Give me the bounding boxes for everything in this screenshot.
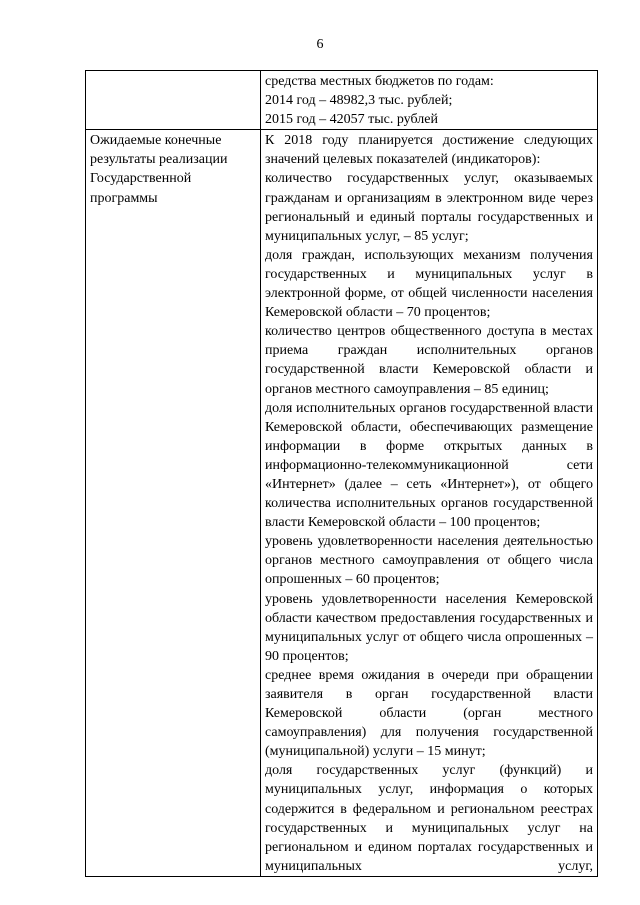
paragraph: количество центров общественного доступа в местах приема граждан исполнительных органов государственной власти Кемеровской области и органов местного самоуправления – 85 единиц; <box>265 324 593 397</box>
paragraph: доля граждан, использующих механизм получения государственных и муниципальных услуг в электронной форме, от общей численности населения Кемеровской области – 70 процентов; <box>265 247 593 321</box>
paragraph: доля исполнительных органов государственной власти Кемеровской области, обеспечивающих размещение информации в форме открытых данных в информационно-телекоммуникационной сети «Интернет» (далее – сеть «Интернет»), от общего количества исполнительных органов государственной власти Кемеровской области – 100 процентов; <box>265 400 593 531</box>
program-passport-table <box>85 70 598 877</box>
paragraph: К 2018 году планируется достижение следующих значений целевых показателей (индикаторов): <box>265 133 593 168</box>
page-number: 6 <box>316 37 324 52</box>
table-row <box>86 130 598 877</box>
table-cell-value <box>261 71 598 130</box>
text-line: средства местных бюджетов по годам: <box>265 74 494 89</box>
paragraph: уровень удовлетворенности населения деятельностью органов местного самоуправления от общего числа опрошенных – 60 процентов; <box>265 534 593 588</box>
table-cell-label <box>86 71 261 130</box>
table-cell-value <box>261 130 598 877</box>
table-cell-label: Ожидаемые конечные результаты реализации Государственной программы <box>86 130 261 877</box>
paragraph: количество государственных услуг, оказываемых гражданам и организациям в электронном виде через региональный и единый порталы государственных и муниципальных услуг, – 85 услуг; <box>265 171 593 244</box>
text-line: 2014 год – 48982,3 тыс. рублей; <box>265 93 453 109</box>
paragraph: среднее время ожидания в очереди при обращении заявителя в орган государственной власти Кемеровской области (орган местного самоуправления) для получения государственной (муниципальной) услуги – 15 минут; <box>265 667 593 760</box>
table-row <box>86 71 598 130</box>
text-line: 2015 год – 42057 тыс. рублей <box>265 112 438 128</box>
paragraph: уровень удовлетворенности населения Кемеровской области качеством предоставления государственных и муниципальных услуг от общего числа опрошенных – 90 процентов; <box>265 591 593 664</box>
paragraph: доля государственных услуг (функций) и муниципальных услуг, информация о которых содержится в федеральном и региональном реестрах государственных и муниципальных услуг на региональном и едином порталах государственных и муниципальных услуг, <box>265 763 593 874</box>
